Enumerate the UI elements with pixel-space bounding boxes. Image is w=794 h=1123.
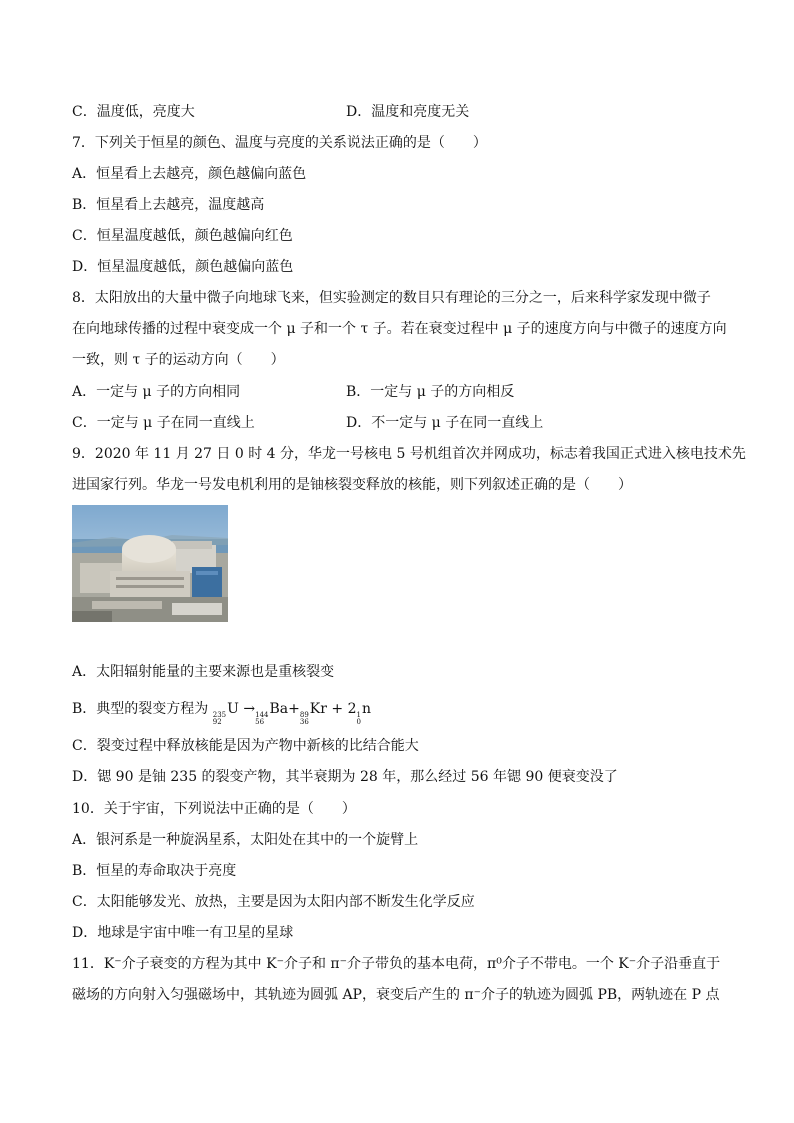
plus-sign: +	[288, 701, 300, 717]
neutron-symbol: n	[361, 701, 371, 717]
q7-stem: 7．下列关于恒星的颜色、温度与亮度的关系说法正确的是（ ）	[72, 135, 487, 151]
krypton-indices	[300, 712, 309, 726]
q11-stem-line1: 11．K⁻介子衰变的方程为其中 K⁻介子和 π⁻介子带负的基本电荷，π⁰介子不带电。一个 K⁻介子沿垂直于	[72, 956, 721, 972]
q10-option-d: D．地球是宇宙中唯一有卫星的星球	[72, 925, 294, 941]
q9-option-b	[72, 700, 371, 726]
q9-stem-line1: 9．2020 年 11 月 27 日 0 时 4 分，华龙一号核电 5 号机组首次并网成功，标志着我国正式进入核电技术先	[72, 446, 746, 462]
q9-option-c: C．裂变过程中释放核能是因为产物中新核的比结合能大	[72, 738, 419, 754]
uranium-atomic-number: 92	[212, 718, 222, 726]
q9-option-b-prefix: B．典型的裂变方程为	[72, 701, 209, 717]
q9-option-a: A．太阳辐射能量的主要来源也是重核裂变	[72, 664, 335, 680]
q7-option-a: A．恒星看上去越亮，颜色越偏向蓝色	[72, 166, 307, 182]
krypton-atomic-number: 36	[299, 718, 309, 726]
uranium-mass-number: 235	[212, 711, 227, 719]
q8-stem-line3: 一致，则 τ 子的运动方向（ ）	[72, 352, 285, 368]
nuclear-plant-photo	[72, 505, 228, 622]
q9-stem-line2: 进国家行列。华龙一号发电机利用的是铀核裂变释放的核能，则下列叙述正确的是（ ）	[72, 477, 632, 493]
barium-atomic-number: 56	[255, 718, 265, 726]
q11-stem-line2: 磁场的方向射入匀强磁场中，其轨迹为圆弧 AP，衰变后产生的 π⁻介子的轨迹为圆弧 PB，两轨迹在 P 点	[72, 987, 720, 1003]
q8-option-d: D．不一定与 μ 子在同一直线上	[346, 415, 544, 431]
q8-stem-line1: 8．太阳放出的大量中微子向地球飞来，但实验测定的数目只有理论的三分之一，后来科学家发现中微子	[72, 290, 711, 306]
barium-mass-number: 144	[255, 711, 269, 719]
uranium-symbol: U	[227, 701, 239, 717]
barium-symbol: Ba	[269, 701, 289, 717]
q10-stem: 10．关于宇宙，下列说法中正确的是（ ）	[72, 801, 356, 817]
q8-stem-line2: 在向地球传播的过程中衰变成一个 μ 子和一个 τ 子。若在衰变过程中 μ 子的速度方向与中微子的速度方向	[72, 321, 727, 337]
q8-option-a: A．一定与 μ 子的方向相同	[72, 384, 241, 400]
q8-option-c: C．一定与 μ 子在同一直线上	[72, 415, 255, 431]
neutron-mass-number: 1	[356, 711, 361, 719]
krypton-symbol: Kr	[309, 701, 327, 717]
q6-option-c: C．温度低，亮度大	[72, 104, 195, 120]
q7-option-c: C．恒星温度越低，颜色越偏向红色	[72, 228, 293, 244]
neutron-indices	[357, 712, 361, 726]
plus-coefficient: + 2	[331, 701, 357, 717]
nuclear-plant-image	[72, 505, 228, 622]
q8-option-b: B．一定与 μ 子的方向相反	[346, 384, 515, 400]
q7-option-d: D．恒星温度越低，颜色越偏向蓝色	[72, 259, 294, 275]
reaction-arrow: →	[243, 701, 256, 717]
neutron-charge-number: 0	[356, 718, 361, 726]
krypton-mass-number: 89	[299, 711, 309, 719]
q10-option-c: C．太阳能够发光、放热，主要是因为太阳内部不断发生化学反应	[72, 894, 475, 910]
q7-option-b: B．恒星看上去越亮，温度越高	[72, 197, 265, 213]
q6-option-d: D．温度和亮度无关	[346, 104, 470, 120]
barium-indices	[255, 712, 268, 726]
q9-option-d: D．锶 90 是铀 235 的裂变产物，其半衰期为 28 年，那么经过 56 年锶 90 便衰变没了	[72, 769, 618, 785]
q10-option-b: B．恒星的寿命取决于亮度	[72, 863, 237, 879]
q10-option-a: A．银河系是一种旋涡星系，太阳处在其中的一个旋臂上	[72, 832, 419, 848]
uranium-indices	[213, 712, 226, 726]
